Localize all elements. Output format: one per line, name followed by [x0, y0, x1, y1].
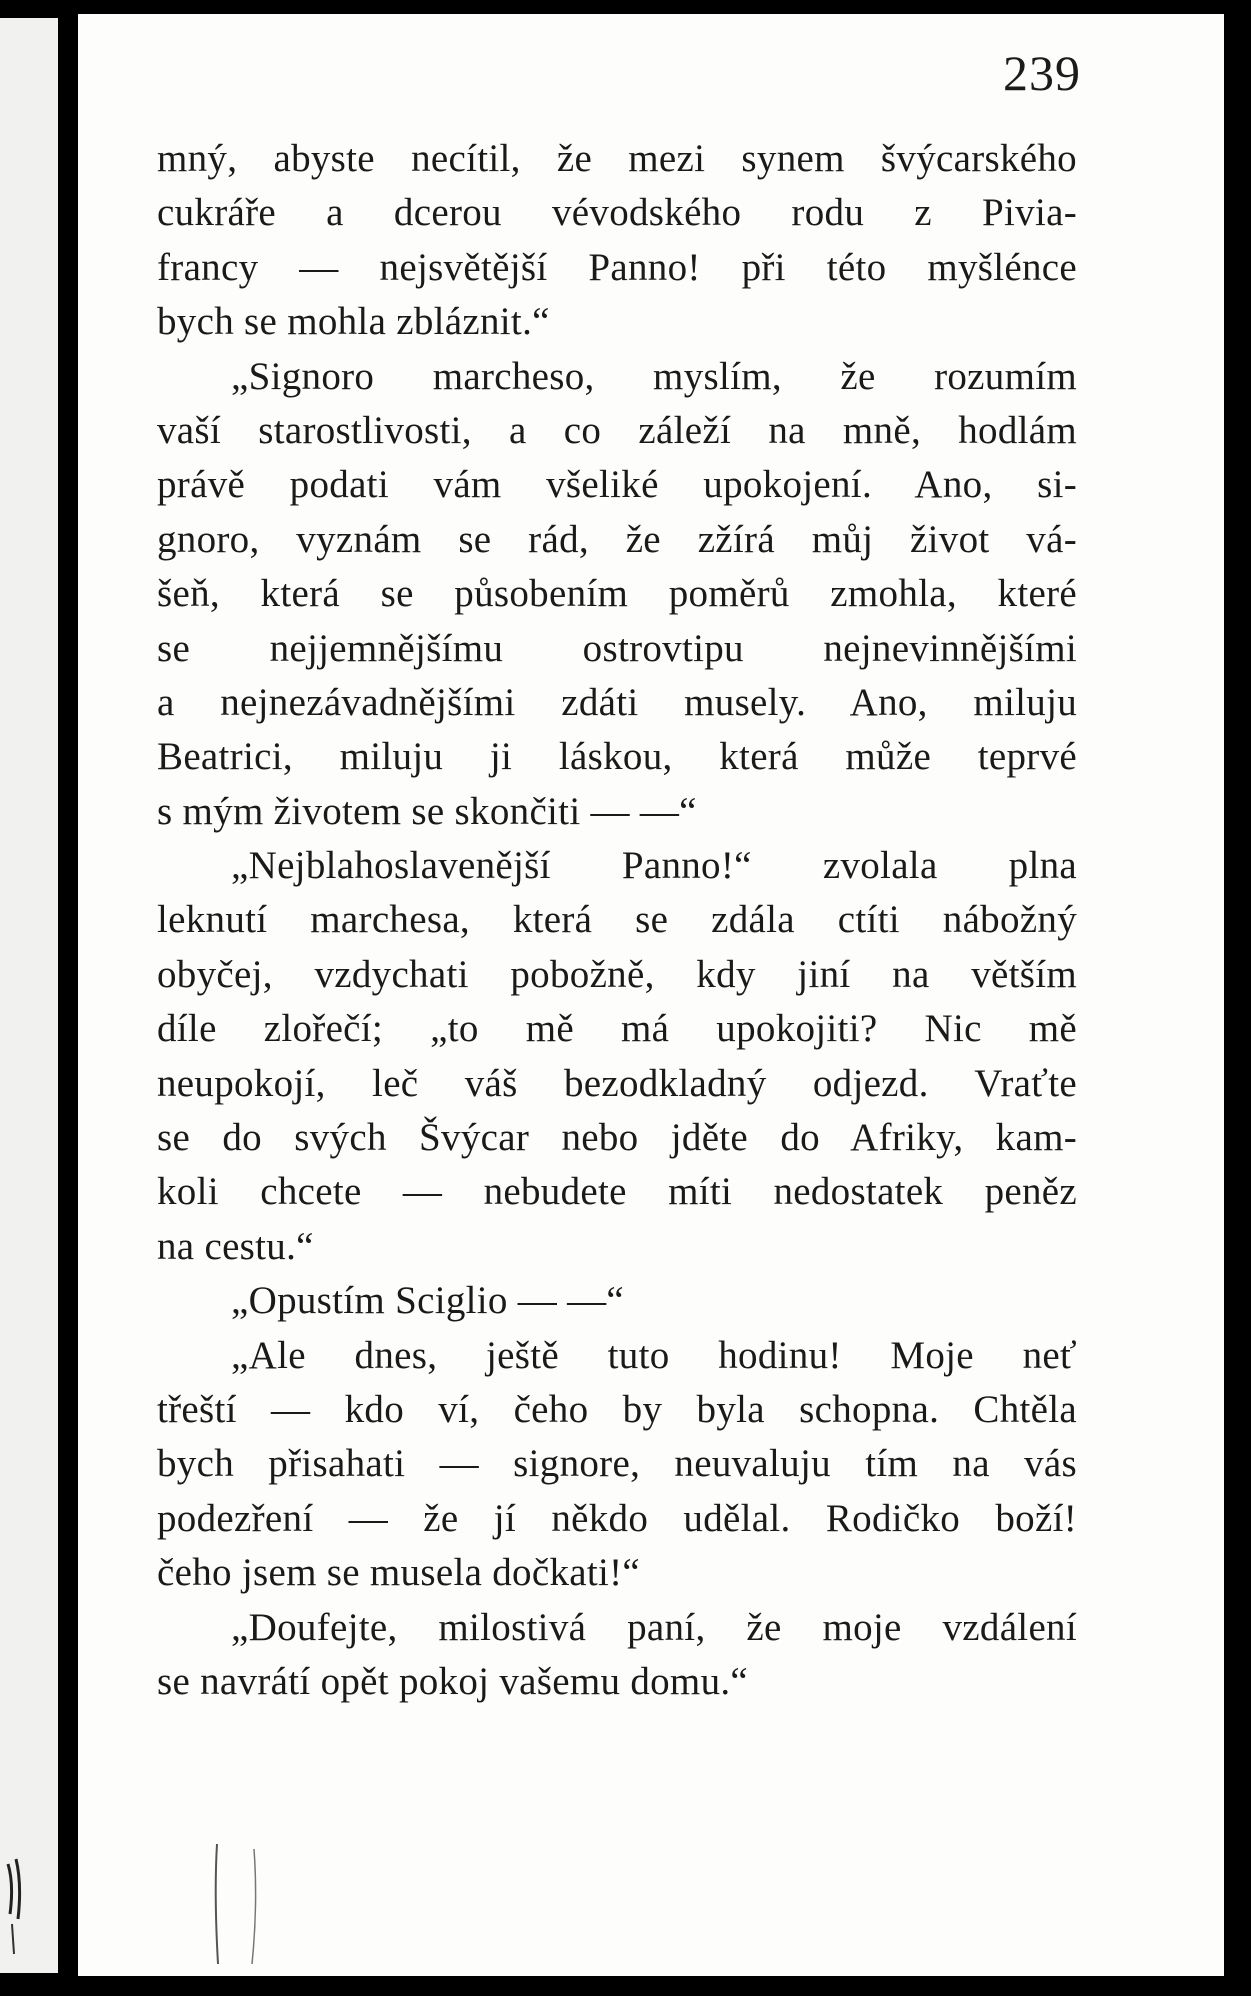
paragraph [157, 1274, 1077, 1328]
text-line: s mým životem se skončiti — —“ [157, 789, 697, 833]
text-line: koli chcete — nebudete míti nedostatek peněz [157, 1170, 1077, 1214]
text-line: bych se mohla zbláznit.“ [157, 300, 550, 344]
text-line: „Nejblahoslavenější Panno!“ zvolala plna [231, 844, 1077, 888]
text-line: a nejnezávadnějšími zdáti musely. Ano, miluju [157, 680, 1077, 724]
text-line: mný, abyste necítil, že mezi synem švýcarského [157, 137, 1077, 180]
text-line: díle zlořečí; „to mě má upokojiti? Nic mě [157, 1007, 1077, 1051]
scan-specks [2, 1824, 302, 1974]
text-line: podezření — že jí někdo udělal. Rodičko boží! [157, 1496, 1077, 1540]
text-line: Beatrici, miluju ji láskou, která může teprvé [157, 735, 1077, 779]
text-line: se do svých Švýcar nebo jděte do Afriky, kam- [157, 1116, 1077, 1160]
text-line: „Ale dnes, ještě tuto hodinu! Moje neť [231, 1333, 1077, 1377]
adjacent-page-strip [0, 18, 58, 1973]
text-line: šeň, která se působením poměrů zmohla, které [157, 572, 1077, 616]
text-line: obyčej, vzdychati pobožně, kdy jiní na větším [157, 952, 1077, 996]
text-line: cukráře a dcerou vévodského rodu z Pivia- [157, 191, 1077, 235]
body-text [157, 132, 1077, 1709]
text-line: vaší starostlivosti, a co záleží na mně, hodlám [157, 408, 1077, 452]
text-line: „Signoro marcheso, myslím, že rozumím [231, 354, 1077, 398]
paragraph [157, 839, 1077, 1274]
text-line: leknutí marchesa, která se zdála ctíti nábožný [157, 898, 1077, 942]
paragraph [157, 1329, 1077, 1601]
text-line: bych přisahati — signore, neuvaluju tím na vás [157, 1442, 1077, 1486]
text-line: právě podati vám všeliké upokojení. Ano, si- [157, 463, 1077, 507]
text-line: se navrátí opět pokoj vašemu domu.“ [157, 1659, 749, 1703]
text-line: čeho jsem se musela dočkati!“ [157, 1551, 641, 1595]
text-line: se nejjemnějšímu ostrovtipu nejnevinnějšími [157, 626, 1077, 670]
text-line: na cestu.“ [157, 1224, 314, 1268]
text-line: gnoro, vyznám se rád, že zžírá můj život vá- [157, 517, 1077, 561]
book-page [78, 14, 1224, 1976]
paragraph [157, 1601, 1077, 1710]
text-line: „Opustím Sciglio — —“ [231, 1279, 625, 1323]
text-line: „Doufejte, milostivá paní, že moje vzdálení [231, 1605, 1077, 1649]
paragraph [157, 350, 1077, 840]
text-line: francy — nejsvětější Panno! při této myšlénce [157, 245, 1077, 289]
page-number: 239 [1003, 45, 1081, 101]
text-line: třeští — kdo ví, čeho by byla schopna. Chtěla [157, 1387, 1077, 1431]
text-line: neupokojí, leč váš bezodkladný odjezd. Vraťte [157, 1061, 1077, 1105]
paragraph [157, 132, 1077, 350]
